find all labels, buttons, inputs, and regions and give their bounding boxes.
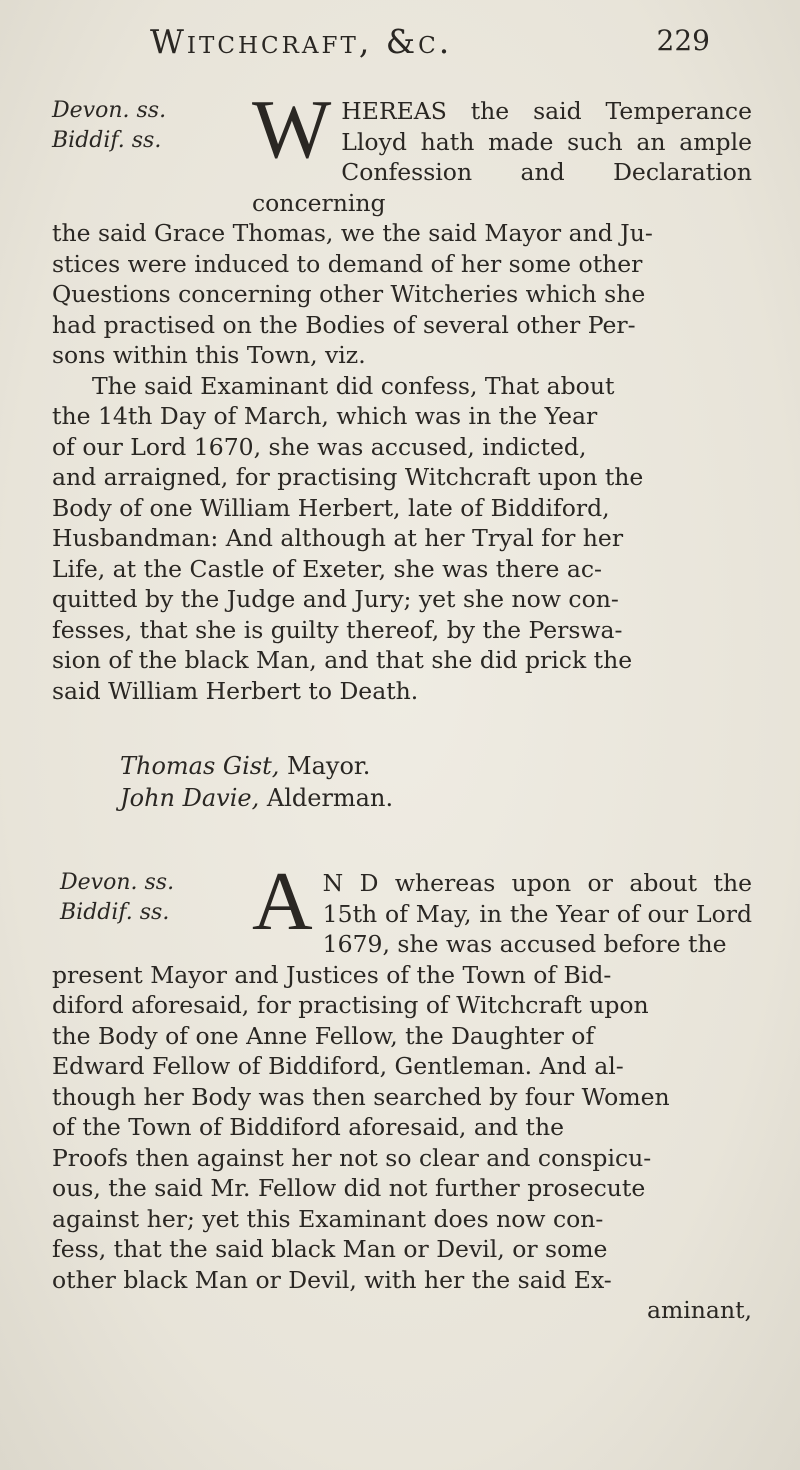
margin-note-jurisdiction-1: Devon. ss. Biddif. ss. (52, 98, 167, 153)
signature-mayor (120, 750, 393, 782)
entry-temperance-lloyd (52, 83, 752, 706)
text-line: of the Town of Biddiford aforesaid, and the (52, 1113, 564, 1141)
text-line: Edward Fellow of Biddiford, Gentleman. And al- (52, 1052, 624, 1080)
text-line: Body of one William Herbert, late of Biddiford, (52, 493, 610, 522)
signatory-title: Mayor. (287, 752, 371, 780)
entry-opening (52, 855, 752, 960)
opening-text: HEREAS the said Temperance Lloyd hath made such an ample Confession and Declaration concerning (252, 97, 752, 217)
text-line: fesses, that she is guilty thereof, by the Perswa- (52, 615, 623, 644)
text-line: quitted by the Judge and Jury; yet she now con- (52, 585, 619, 613)
text-line: other black Man or Devil, with her the said Ex- (52, 1265, 612, 1294)
opening-text: N D whereas upon or about the 15th of May, in the Year of our Lord 1679, she was accused before the (322, 869, 752, 958)
text-line: the Body of one Anne Fellow, the Daughter of (52, 1021, 595, 1050)
drop-cap: A (252, 855, 313, 948)
text-line: Questions concerning other Witcheries which she (52, 280, 646, 308)
entry-body (52, 960, 752, 1326)
text-line: ous, the said Mr. Fellow did not further prosecute (52, 1174, 646, 1202)
text-line: Husbandman: And although at her Tryal for her (52, 524, 624, 552)
entry-anne-fellow (52, 855, 752, 1326)
signatory-name: Thomas Gist, (120, 752, 280, 780)
text-line: sons within this Town, viz. (52, 341, 366, 369)
text-line: of our Lord 1670, she was accused, indicted, (52, 432, 587, 461)
running-header (150, 22, 710, 70)
text-line: said William Herbert to Death. (52, 676, 419, 705)
text-line: The said Examinant did confess, That about (92, 371, 615, 400)
text-line: had practised on the Bodies of several other Per- (52, 310, 636, 339)
text-line: sion of the black Man, and that she did prick the (52, 646, 633, 674)
text-line: the 14th Day of March, which was in the Year (52, 402, 598, 430)
entry-body (52, 218, 752, 706)
text-line: Life, at the Castle of Exeter, she was there ac- (52, 554, 602, 583)
text-line: Proofs then against her not so clear and conspicu- (52, 1143, 652, 1172)
signatures (120, 750, 393, 814)
text-line: though her Body was then searched by four Women (52, 1082, 670, 1111)
text-line: the said Grace Thomas, we the said Mayor and Ju- (52, 219, 653, 247)
margin-note-jurisdiction-2: Devon. ss. Biddif. ss. (60, 870, 175, 925)
text-line: fess, that the said black Man or Devil, or some (52, 1235, 608, 1263)
signatory-title: Alderman. (266, 784, 394, 812)
text-line: present Mayor and Justices of the Town of Bid- (52, 960, 612, 989)
signature-alderman (120, 782, 393, 814)
running-title: Witchcraft, &c. (150, 22, 453, 61)
catchword: aminant, (646, 1296, 752, 1324)
entry-opening (52, 83, 752, 218)
signatory-name: John Davie, (120, 784, 260, 812)
drop-cap: W (252, 83, 332, 176)
text-line: and arraigned, for practising Witchcraft upon the (52, 463, 644, 491)
page-number: 229 (656, 24, 710, 57)
text-line: diford aforesaid, for practising of Witchcraft upon (52, 991, 649, 1019)
text-line: stices were induced to demand of her some other (52, 249, 643, 278)
text-line: against her; yet this Examinant does now con- (52, 1204, 604, 1233)
